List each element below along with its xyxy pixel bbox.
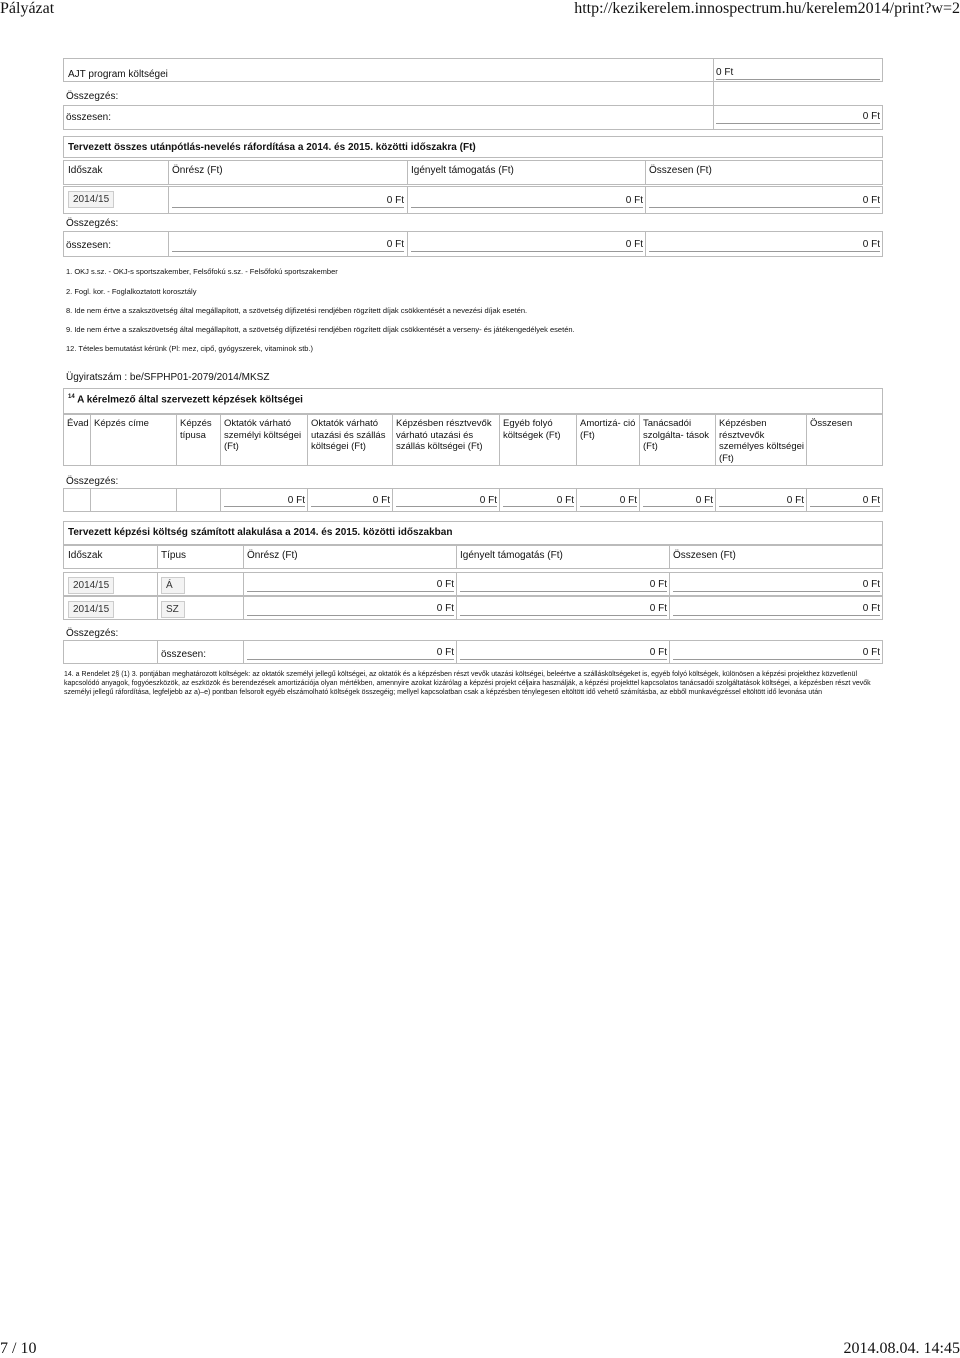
alakulas-total-igenyelt: 0 Ft [649, 647, 667, 658]
alakulas-row2-period[interactable]: 2014/15 [68, 601, 114, 618]
kepzesek-footnote-ref: 14 [68, 394, 75, 400]
kepzesek-total-egyeb: 0 Ft [556, 495, 574, 506]
kepzesek-header-szemelyes: Képzésben résztvevők személyes költségei (Ft) [719, 418, 805, 464]
alakulas-row1-type[interactable]: Á [161, 577, 185, 594]
kepzesek-total-szemelyes: 0 Ft [786, 495, 804, 506]
alakulas-row2-onresz: 0 Ft [436, 603, 454, 614]
utanpotlas-header-igenyelt: Igényelt támogatás (Ft) [411, 165, 514, 176]
utanpotlas-osszesen-label: összesen: [66, 240, 112, 251]
alakulas-header-osszesen: Összesen (Ft) [673, 550, 736, 561]
kepzesek-header-oktatok-utazas: Oktatók várható utazási és szállás költségei (Ft) [311, 418, 386, 452]
alakulas-total-osszesen: 0 Ft [862, 647, 880, 658]
utanpotlas-title: Tervezett összes utánpótlás-nevelés ráfordítása a 2014. és 2015. közötti időszakra (Ft) [68, 142, 476, 153]
utanpotlas-total-osszesen: 0 Ft [862, 239, 880, 250]
alakulas-header-idoszak: Időszak [68, 550, 103, 561]
kepzesek-total-oktatok-szemelyi: 0 Ft [287, 495, 305, 506]
alakulas-header-igenyelt: Igényelt támogatás (Ft) [460, 550, 563, 561]
kepzesek-header-egyeb: Egyéb folyó költségek (Ft) [503, 418, 561, 441]
utanpotlas-header-osszesen: Összesen (Ft) [649, 165, 712, 176]
kepzesek-header-evad: Évad [67, 418, 89, 429]
alakulas-title: Tervezett képzési költség számított alakulása a 2014. és 2015. közötti időszakban [68, 527, 453, 538]
alakulas-header-onresz: Önrész (Ft) [247, 550, 298, 561]
kepzesek-total-tanacsadoi: 0 Ft [695, 495, 713, 506]
alakulas-header-tipus: Típus [161, 550, 187, 561]
alakulas-osszegzes-label: Összegzés: [66, 628, 119, 639]
ajt-osszegzes-label: Összegzés: [66, 91, 119, 102]
alakulas-row2-igenyelt: 0 Ft [649, 603, 667, 614]
kepzesek-total-osszesen: 0 Ft [862, 495, 880, 506]
kepzesek-header-osszesen: Összesen [810, 418, 853, 429]
utanpotlas-header-idoszak: Időszak [68, 165, 103, 176]
note-12: 12. Tételes bemutatást kérünk (Pl: mez, cipő, gyógyszerek, vitaminok stb.) [66, 344, 314, 353]
note-9: 9. Ide nem értve a szakszövetség által megállapított, a szövetség díjfizetési rendjében rögzített díjak csökkentését a verseny- és játékengedélyek esetén. [66, 325, 575, 334]
utanpotlas-total-igenyelt: 0 Ft [625, 239, 643, 250]
note-2: 2. Fogl. kor. - Foglalkoztatott korosztály [66, 287, 197, 296]
browser-header-url: http://kezikerelem.innospectrum.hu/kerelem2014/print?w=2 [574, 0, 960, 17]
utanpotlas-total-onresz: 0 Ft [386, 239, 404, 250]
kepzesek-header-oktatok-szemelyi: Oktatók várható személyi költségei (Ft) [224, 418, 302, 452]
ajt-value: 0 Ft [716, 67, 734, 78]
kepzesek-header-cim: Képzés címe [94, 418, 149, 429]
alakulas-row2-osszesen: 0 Ft [862, 603, 880, 614]
note-8: 8. Ide nem értve a szakszövetség által megállapított, a szövetség díjfizetési rendjében rögzített díjak csökkentését a nevezési díjak esetén. [66, 306, 528, 315]
kepzesek-total-oktatok-utazas: 0 Ft [372, 495, 390, 506]
alakulas-row1-period[interactable]: 2014/15 [68, 577, 114, 594]
alakulas-osszesen-label: összesen: [161, 649, 207, 660]
kepzesek-header-tanacsadoi: Tanácsadói szolgálta- tások (Ft) [643, 418, 710, 452]
kepzesek-header-tipus: Képzés típusa [180, 418, 212, 441]
page-number: 7 / 10 [0, 1340, 37, 1357]
kepzesek-osszegzes-label: Összegzés: [66, 476, 119, 487]
print-timestamp: 2014.08.04. 14:45 [843, 1340, 960, 1357]
utanpotlas-igenyelt-value: 0 Ft [625, 195, 643, 206]
kepzesek-title [68, 394, 303, 405]
ajt-label: AJT program költségei [68, 69, 168, 80]
utanpotlas-period-field[interactable]: 2014/15 [68, 191, 114, 208]
utanpotlas-osszegzes-label: Összegzés: [66, 218, 119, 229]
kepzesek-header-resztvevok-utazas: Képzésben résztvevők várható utazási és szállás költségei (Ft) [396, 418, 492, 452]
alakulas-row1-igenyelt: 0 Ft [649, 579, 667, 590]
alakulas-row1-osszesen: 0 Ft [862, 579, 880, 590]
browser-header-title: Pályázat [0, 0, 55, 17]
kepzesek-total-resztvevok-utazas: 0 Ft [479, 495, 497, 506]
footnote-14: 14. a Rendelet 2§ (1) 3. pontjában meghatározott költségek: az oktatók személyi jellegű költségei, az oktatók és a képzésben részt vevők utazási költségei, beleértve a szállásköltségeket is, egyéb folyó költségek, különösen a képzési projekthez közvetlenül kapcsolódó anyagok, fogyóeszközök, az eszközök és berendezések amortizációja olyan mértékben, amennyire azokat kizárólag a képzési projekt céljaira használják, a képzési projekttel kapcsolatos tanácsadói szolgáltatások költségei, a képzésben részt vevők személyi jellegű ráfordítása, legfeljebb az a)–e) pontban felsorolt egyéb elszámolható költségek összegéig; mellyel kapcsolatban csak a képzésben ténylegesen eltöltött idő vehető számításba, az ebből munkavégzéssel eltöltött idő levonása után [64, 671, 871, 696]
alakulas-row2-type[interactable]: SZ [161, 601, 185, 618]
alakulas-total-onresz: 0 Ft [436, 647, 454, 658]
ugyiratszam: Ügyiratszám : be/SFPHP01-2079/2014/MKSZ [66, 372, 270, 383]
kepzesek-total-amortizacio: 0 Ft [619, 495, 637, 506]
utanpotlas-onresz-value: 0 Ft [386, 195, 404, 206]
ajt-osszesen-value: 0 Ft [862, 111, 880, 122]
kepzesek-title-text: A kérelmező által szervezett képzések költségei [77, 394, 303, 406]
ajt-osszesen-label: összesen: [66, 112, 112, 123]
kepzesek-header-amortizacio: Amortizá- ció (Ft) [580, 418, 636, 441]
alakulas-row1-onresz: 0 Ft [436, 579, 454, 590]
note-1: 1. OKJ s.sz. - OKJ-s sportszakember, Felsőfokú s.sz. - Felsőfokú sportszakember [66, 267, 338, 276]
utanpotlas-osszesen-value: 0 Ft [862, 195, 880, 206]
utanpotlas-header-onresz: Önrész (Ft) [172, 165, 223, 176]
